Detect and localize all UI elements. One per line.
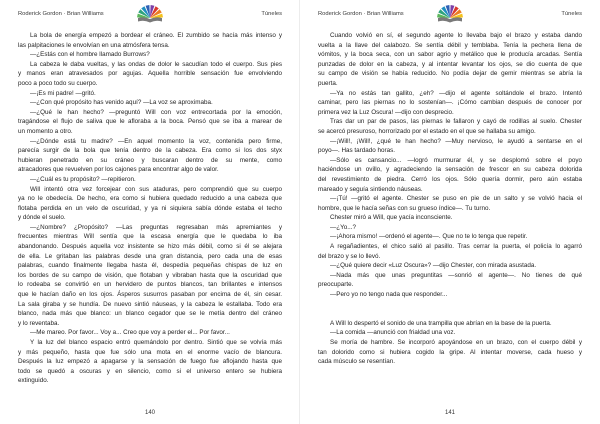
text-line: hubieran penetrado en su cráneo y buscaran dentro de su mente, como [18, 156, 282, 164]
running-header [318, 3, 582, 23]
page-body [18, 31, 282, 386]
paragraph [318, 242, 582, 261]
page-number: 141 [444, 410, 455, 416]
text-line: hombre, que le hacía señas con su grueso índice—. Tu turno. [318, 204, 491, 212]
text-line: su campo de visión se había reducido. No podía dejar de gemir mientras se abría la [318, 70, 582, 78]
text-line: —Pero yo no tengo nada que responder... [330, 291, 448, 299]
paragraph [18, 108, 282, 137]
paragraph [18, 175, 282, 185]
text-line: que le hacían daño en los ojos. Ásperos susurros pasaban por encima de él, sin cesar. [18, 291, 282, 299]
text-line: primera vez la Luz Oscura! —dijo con desprecio. [318, 108, 454, 116]
text-line: ya no le obedecía. De hecho, era como si hubiera quedado reducido a una cabeza que [18, 195, 282, 203]
running-header [18, 3, 282, 23]
text-line: del brazo y se lo llevó. [318, 252, 381, 260]
paragraph [318, 156, 582, 194]
logo-open-book [138, 17, 162, 22]
text-line: haciéndose un ovillo, y agradeciendo la sensación de frescor en su cabeza dolorida [318, 166, 582, 174]
text-line: y más pequeño, hasta que fue sólo una mota en el enorme vacío de blancura. [18, 348, 282, 356]
text-line: palabras, cuando finalmente llegaba hasta él, despedía pequeñas chispas de luz en [18, 262, 282, 270]
text-line: abandonando. Después aquella voz insistente se hizo más débil, como si él se alejara [18, 243, 282, 251]
text-line: —¿Dónde está tu madre? —En aquel momento la voz, contenida pero firme, [30, 137, 282, 145]
paragraph [318, 213, 582, 223]
paragraph [18, 328, 282, 338]
paragraph [318, 137, 582, 156]
page-body [318, 31, 582, 367]
text-line: —La comida —anunció con frialdad una voz. [330, 329, 456, 337]
text-line: y manos eran atravesados por agujas. Aquella horrible sensación fue envolviendo [18, 70, 282, 78]
text-line: flotaba perdida en un velo de oscuridad, y ya ni siquiera sabía dónde estaba el techo [18, 204, 282, 212]
logo-open-book [438, 17, 462, 22]
text-line: —Sólo es cansancio... —logró murmurar él, y se desplomó sobre el poyo [330, 156, 582, 164]
paragraph [318, 271, 582, 290]
paragraph [318, 89, 582, 118]
text-line: Tras dar un par de pasos, las piernas le fallaron y cayó de rodillas al suelo. Chester [330, 118, 582, 126]
page-number: 140 [144, 410, 155, 416]
text-line: —¿Con qué propósito has venido aquí? —La voz se aproximaba. [30, 99, 213, 107]
text-line: —Nada más que unas preguntitas —sonrió el agente—. No tienes de qué [330, 271, 582, 279]
text-line: A Will lo despertó el sonido de una trampilla que abrían en la base de la puerta. [330, 319, 552, 327]
paragraph [18, 223, 282, 329]
text-line: La cabeza le daba vueltas, y las ondas de dolor le sacudían todo el cuerpo. Sus pies [30, 60, 282, 68]
text-line: blanco, nada más que blanco: un blanco cegador que se le metía dentro del cráneo [18, 310, 282, 318]
text-line: —¡Ahora mismo! —ordenó el agente—. Que no te lo tenga que repetir. [330, 233, 528, 241]
text-line: —¿Cuál es tu propósito? —repitieron. [30, 175, 136, 183]
text-line: parecía surgir de la bola que tenía dentro de la cabeza. Era como si los dos styx [18, 147, 282, 155]
text-line: atracadores que revuelven por los cajones para encontrar algo de valor. [18, 166, 219, 174]
paragraph [318, 223, 582, 233]
text-line: vuelta a la llave del calabozo. Se sentía débil y temblaba. Tenía la pechera llena de [318, 41, 582, 49]
text-line: tragándose el flujo de saliva que le afloraba a la boca. Pensó que se iba a marear de [18, 118, 282, 126]
text-line: todo se quedó a oscuras y en silencio, como si el universo entero se hubiera [18, 367, 282, 375]
text-line: poyo—. Has tardado horas. [318, 147, 396, 155]
paragraph [318, 319, 582, 329]
header-book-title: Túneles [261, 11, 282, 17]
publisher-logo-icon [136, 3, 164, 23]
text-line: —¡Es mi padre! —gritó. [30, 89, 96, 97]
text-line: del revestimiento de piedra. Cerró los ojos. Sólo quería dormir, pero aún estaba [318, 175, 582, 183]
text-line: Se moría de hambre. Se incorporó apoyándose en un brazo, con el cuerpo débil y [330, 339, 582, 346]
text-line: punzadas de dolor en la cabeza, y al intentar levantar los ojos, se dio cuenta de que [318, 60, 582, 68]
text-line: —¿Qué le han hecho? —preguntó Will con voz entrecortada por la emoción, [30, 108, 282, 116]
paragraph [18, 185, 282, 223]
paragraph [318, 194, 582, 213]
text-line: puerta. [318, 79, 338, 87]
publisher-logo-icon [436, 3, 464, 23]
text-line: cada músculo se resentían. [318, 358, 396, 366]
text-line: Chester miró a Will, que yacía inconsciente. [330, 214, 453, 222]
text-line: —Ya no estás tan gallito, ¿eh? —dijo el agente soltándole el brazo. Intentó [330, 89, 582, 97]
text-line: —¡Tú! —gritó el agente. Chester se puso en pie de un salto y se volvió hacia el [330, 195, 582, 203]
text-line: de ella. Le gritaban las palabras desde una gran distancia, pero cada una de esas [18, 252, 282, 260]
header-author: Roderick Gordon · Brian Williams [18, 11, 104, 17]
text-line: La sala giraba y se hundía. De nuevo sintió náuseas, y la cabeza le estallaba. Todo era [18, 300, 282, 308]
text-line: A regañadientes, el chico salió al pasillo. Tras cerrar la puerta, el policía lo agarró [330, 243, 582, 251]
paragraph [318, 31, 582, 89]
paragraph [18, 50, 282, 60]
paragraph [18, 338, 282, 386]
text-line: se acercó presuroso, horrorizado por el estado en el que se hallaba su amigo. [318, 127, 536, 135]
header-author: Roderick Gordon · Brian Williams [318, 11, 404, 17]
text-line: lo rodeaba se convirtió en un hervidero de puntos blancos, tan brillantes e intensos [18, 281, 282, 289]
text-line: —¡Will!, ¡Will!, ¿qué te han hecho? —Muy nervioso, le ayudó a sentarse en el [330, 137, 582, 145]
paragraph [318, 290, 582, 300]
text-line: —¿Qué quiere decir «Luz Oscura»? —dijo Chester, con mirada asustada. [330, 262, 537, 270]
text-line: mareado y seguía sintiendo náuseas. [318, 185, 423, 193]
text-line: y lo reventaba. [18, 319, 60, 327]
text-line: los bordes de su campo de visión, que flotaban y vibraban hasta que la oscuridad que [18, 271, 282, 279]
text-line: —Me mareo. Por favor... Voy a... Creo que voy a perder el... Por favor... [30, 329, 230, 337]
text-line: —¿Estás con el hombre llamado Burrows? [30, 51, 150, 59]
text-line: un momento a otro. [18, 127, 73, 135]
text-line: preocuparte. [318, 281, 354, 289]
text-line: Y la luz del blanco espacio entró quemándolo por dentro. Sintió que se volvía más [30, 339, 282, 346]
text-line: —¿Nombre? ¿Propósito? —Las preguntas regresaban más apremiantes y [30, 223, 282, 231]
text-line: vómitos, y la boca seca, con un sabor agrio y metálico que le producía arcadas. Sentía [318, 51, 582, 59]
text-line: caminar, pero las piernas no lo sostenían—. ¡Cómo cambian después de conocer por [318, 99, 582, 107]
paragraph [18, 137, 282, 175]
text-line: La bola de energía empezó a bordear el cráneo. El zumbido se hacía más intenso y [30, 32, 282, 39]
paragraph [18, 60, 282, 89]
paragraph [18, 98, 282, 108]
text-line: extinguido. [18, 377, 49, 385]
paragraph [318, 328, 582, 338]
header-book-title: Túneles [561, 11, 582, 17]
paragraph [18, 89, 282, 99]
paragraph [318, 261, 582, 271]
text-line: Después la luz empezó a apagarse y la sensación de fuego fue aflojando hasta que [18, 358, 282, 366]
text-line: y dónde el suelo. [18, 214, 66, 222]
text-line: —¿Yo...? [330, 223, 357, 231]
text-line: frecuentes mientras Will sentía que la escasa energía que le quedaba lo iba [18, 233, 282, 241]
paragraph [18, 31, 282, 50]
scene-break [318, 300, 582, 319]
page-right [300, 0, 600, 424]
paragraph [318, 117, 582, 136]
text-line: tan dolorido como si hubiera cogido la gripe. Al intentar moverse, cada hueso y [318, 348, 582, 356]
paragraph [318, 232, 582, 242]
paragraph [318, 338, 582, 367]
text-line: poco a poco todo su cuerpo. [18, 79, 98, 87]
text-line: Will intentó otra vez forcejear con sus ataduras, pero comprendió que su cuerpo [30, 185, 282, 193]
text-line: Cuando volvió en sí, el segundo agente lo llevaba bajo el brazo y estaba dando [330, 32, 582, 39]
text-line: las palpitaciones le envolvían en una atmósfera tensa. [18, 41, 170, 49]
